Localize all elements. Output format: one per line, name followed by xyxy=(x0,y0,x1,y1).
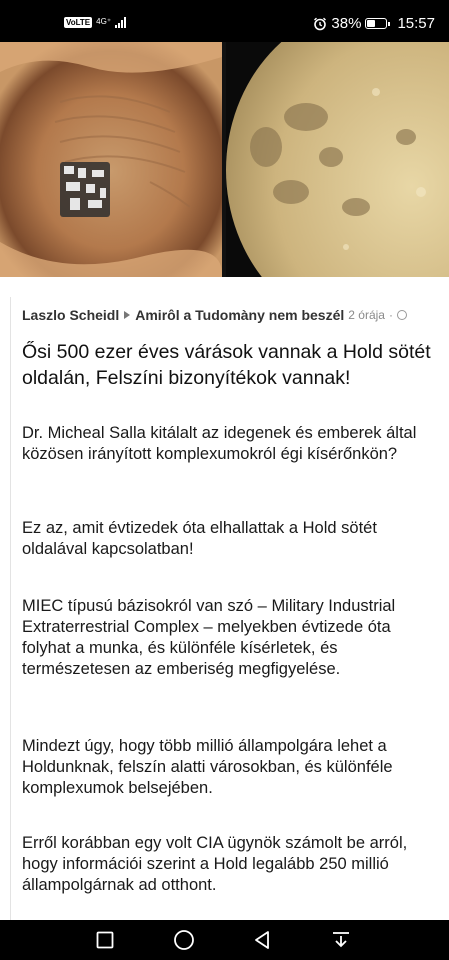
status-bar xyxy=(0,0,449,42)
network-type: 4G⁺ xyxy=(96,17,112,26)
battery-percent: 38% xyxy=(331,15,362,32)
globe-icon xyxy=(397,310,407,320)
post-headline: Ősi 500 ezer éves várások vannak a Hold sötét oldalán, Felszíni bizonyítékok vannak! xyxy=(22,341,431,389)
notification-down-icon[interactable] xyxy=(311,920,371,960)
post-time[interactable]: 2 órája xyxy=(348,308,385,322)
volte-badge: VoLTE xyxy=(66,17,91,27)
group-name[interactable]: Amirôl a Tudomàny nem beszél xyxy=(135,307,345,323)
post-article xyxy=(0,277,449,920)
alarm-icon xyxy=(313,17,327,31)
battery-icon xyxy=(365,18,387,29)
recents-square-icon[interactable] xyxy=(75,920,135,960)
post-byline xyxy=(22,307,407,323)
paragraph-4: Mindezt úgy, hogy több millió állampolgára lehet a Holdunknak, felszín alatti városokban, és különféle komplexumok belsejében. xyxy=(22,737,393,797)
status-right xyxy=(313,15,435,32)
battery-level xyxy=(367,20,375,27)
status-left xyxy=(64,16,126,28)
paragraph-2: Ez az, amit évtizedek óta elhallattak a Hold sötét oldalával kapcsolatban! xyxy=(22,519,377,558)
signal-icon xyxy=(115,16,126,28)
arrow-right-icon xyxy=(124,311,130,319)
moon-surface-image xyxy=(226,42,449,277)
paragraph-5: Erről korábban egy volt CIA ügynök számolt be arról, hogy információi szerint a Hold legalább 250 millió állampolgárnak ad otthont. xyxy=(22,834,408,894)
home-circle-icon[interactable] xyxy=(154,920,214,960)
mars-crater-structures-image xyxy=(0,42,222,277)
thread-line xyxy=(10,297,11,920)
back-triangle-icon[interactable] xyxy=(233,920,293,960)
author-name[interactable]: Laszlo Scheidl xyxy=(22,307,120,323)
paragraph-1: Dr. Micheal Salla kitálalt az idegenek és emberek által közösen irányított komplexumokról égi kísérőnkön? xyxy=(22,424,417,463)
system-nav-bar xyxy=(0,920,449,960)
dot-separator: · xyxy=(388,308,393,322)
hero-image[interactable] xyxy=(0,42,449,277)
paragraph-3: MIEC típusú bázisokról van szó – Military Industrial Extraterrestrial Complex – melyekben évtizede óta folyhat a munka, és különféle kísérletek, és természetesen az emberiség megfigyelése. xyxy=(22,597,396,678)
clock: 15:57 xyxy=(397,15,435,32)
